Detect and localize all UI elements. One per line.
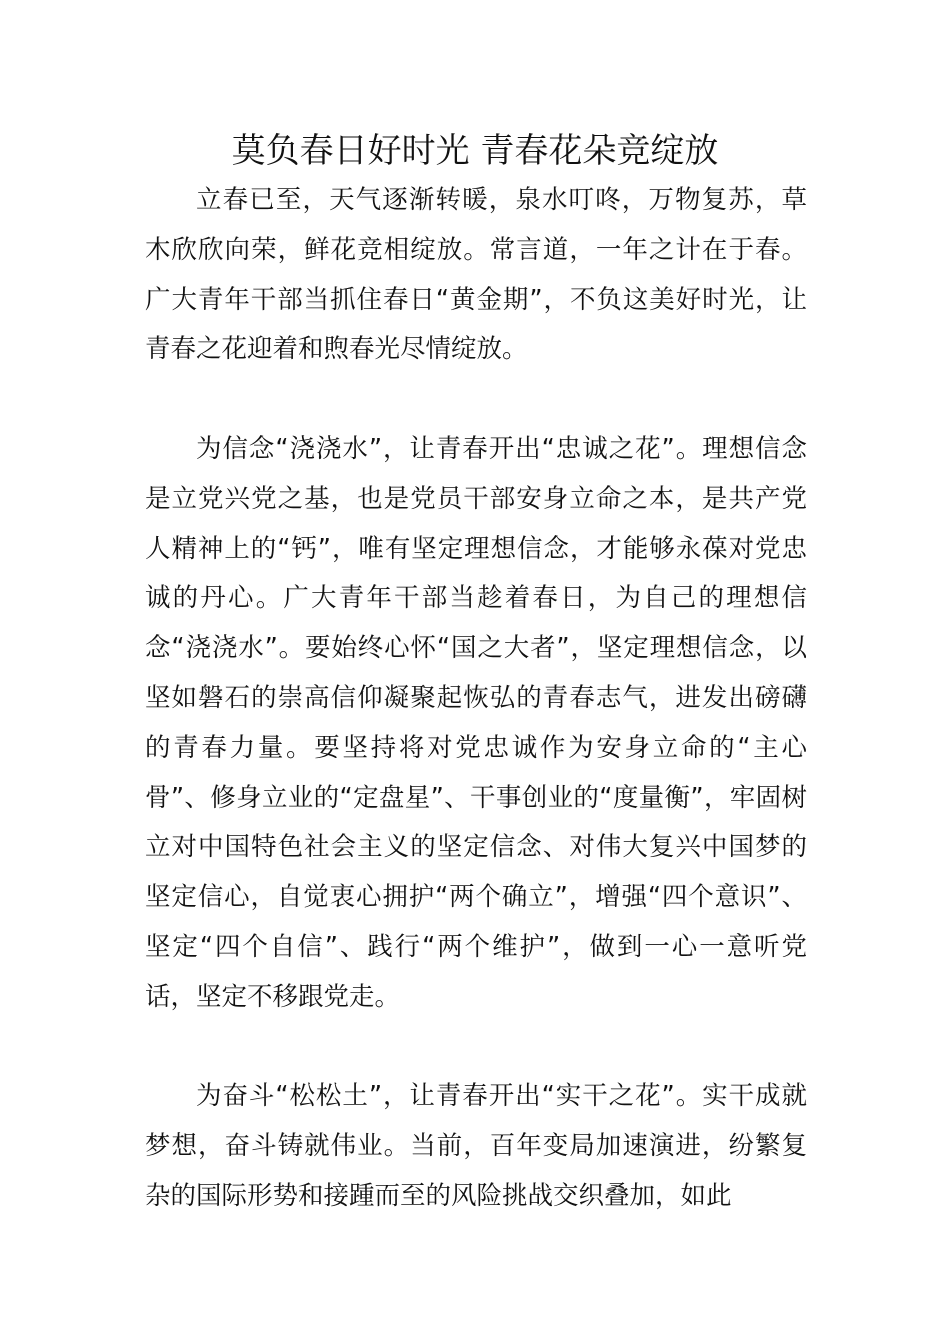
document-title: 莫负春日好时光 青春花朵竞绽放 xyxy=(231,131,719,171)
paragraph-faith: 为信念“浇浇水”，让青春开出“忠诚之花”。理想信念是立党兴党之基，也是党员干部安身立命之本，是共产党人精神上的“钙”，唯有坚定理想信念，才能够永葆对党忠诚的丹心。广大青年干部当趁着春日，为自己的理想信念“浇浇水”。要始终心怀“国之大者”，坚定理想信念，以坚如磐石的崇高信仰凝聚起恢弘的青春志气，进发出磅礴的青春力量。要坚持将对党忠诚作为安身立命的“主心骨”、修身立业的“定盘星”、干事创业的“度量衡”，牢固树立对中国特色社会主义的坚定信念、对伟大复兴中国梦的坚定信心，自觉衷心拥护“两个确立”，增强“四个意识”、坚定“四个自信”、践行“两个维护”，做到一心一意听党话，坚定不移跟党走。 xyxy=(145,434,807,1012)
paragraph-intro: 立春已至，天气逐渐转暖，泉水叮咚，万物复苏，草木欣欣向荣，鲜花竞相绽放。常言道，一年之计在于春。广大青年干部当抓住春日“黄金期”，不负这美好时光，让青春之花迎着和煦春光尽情绽放。 xyxy=(145,185,807,365)
paragraph-struggle: 为奋斗“松松土”，让青春开出“实干之花”。实干成就梦想，奋斗铸就伟业。当前，百年变局加速演进，纷繁复杂的国际形势和接踵而至的风险挑战交织叠加，如此 xyxy=(145,1081,807,1211)
